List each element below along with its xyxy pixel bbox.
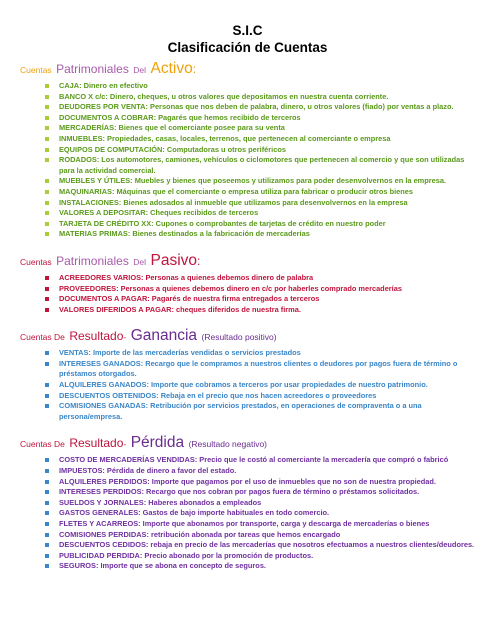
list-item-text: INSTALACIONES: Bienes adosados al inmueble que utilizamos para desenvolvernos en la empresa <box>59 197 408 207</box>
heading-word: Patrimoniales <box>56 253 129 268</box>
list-item <box>45 187 475 198</box>
heading-word: : <box>197 253 201 268</box>
square-bullet-icon <box>45 564 49 568</box>
list-ganancia <box>33 348 475 422</box>
list-item <box>45 176 475 187</box>
list-pasivo <box>33 273 475 315</box>
square-bullet-icon <box>45 211 49 215</box>
square-bullet-icon <box>45 480 49 484</box>
list-item <box>45 229 475 240</box>
square-bullet-icon <box>45 383 49 387</box>
list-item-text: FLETES Y ACARREOS: Importe que abonamos por transporte, carga y descarga de mercaderías o bienes <box>59 519 430 528</box>
list-perdida <box>33 455 475 572</box>
heading-perdida <box>20 434 475 453</box>
square-bullet-icon <box>45 232 49 236</box>
list-activo <box>33 81 475 240</box>
square-bullet-icon <box>45 137 49 141</box>
heading-word: Cuentas De <box>20 332 65 343</box>
list-item-text: PUBLICIDAD PERDIDA: Precio abonado por la promoción de productos. <box>59 550 314 560</box>
list-item <box>45 508 475 519</box>
list-item <box>45 134 475 145</box>
heading-activo <box>20 60 475 79</box>
list-item <box>45 113 475 124</box>
list-item <box>45 530 475 541</box>
list-item-text: IMPUESTOS: Pérdida de dinero a favor del estado. <box>59 466 237 476</box>
list-item-text: EQUIPOS DE COMPUTACIÓN: Computadoras u otros periféricos <box>59 144 286 154</box>
list-item-text: BANCO X c/c: Dinero, cheques, u otros valores que depositamos en nuestra cuenta corriente. <box>59 91 389 101</box>
square-bullet-icon <box>45 533 49 537</box>
list-item <box>45 102 475 113</box>
document-subtitle: Clasificación de Cuentas <box>167 40 328 55</box>
square-bullet-icon <box>45 543 49 547</box>
square-bullet-icon <box>45 287 49 291</box>
square-bullet-icon <box>45 105 49 109</box>
square-bullet-icon <box>45 222 49 226</box>
list-item <box>45 391 475 402</box>
list-item <box>45 466 475 477</box>
list-item <box>45 561 475 572</box>
square-bullet-icon <box>45 297 49 301</box>
list-item <box>45 401 475 422</box>
heading-word: : <box>192 62 197 76</box>
list-item <box>45 519 475 530</box>
list-item <box>45 540 475 551</box>
list-item <box>45 219 475 230</box>
list-item-text: MUEBLES Y ÚTILES: Muebles y bienes que poseemos y utilizamos para poder desenvolvernos en la empresa. <box>59 176 447 186</box>
list-item <box>45 359 475 380</box>
heading-word: - <box>123 439 127 450</box>
list-item-text: COMISIONES GANADAS: Retribución por servicios prestados, en operaciones de compraventa o a una persona/empresa. <box>59 401 422 421</box>
square-bullet-icon <box>45 148 49 152</box>
heading-word: Activo <box>150 60 193 77</box>
list-item <box>45 498 475 509</box>
list-item-text: DOCUMENTOS A PAGAR: Pagarés de nuestra firma entregados a terceros <box>59 294 320 304</box>
square-bullet-icon <box>45 469 49 473</box>
list-item-text: DEUDORES POR VENTA: Personas que nos deben de palabra, dinero, u otros valores (fiado) por ventas a plazo. <box>59 102 454 112</box>
list-item-text: ALQUILERES PERDIDOS: Importe que pagamos por el uso de inmuebles que no son de nuestra propiedad. <box>59 476 436 486</box>
square-bullet-icon <box>45 404 49 408</box>
list-item <box>45 123 475 134</box>
list-item-text: COSTO DE MERCADERÍAS VENDIDAS: Precio que le costó al comerciante la mercadería que compró o fabricó <box>59 455 449 465</box>
square-bullet-icon <box>45 511 49 515</box>
square-bullet-icon <box>45 351 49 355</box>
list-item <box>45 155 475 176</box>
list-item <box>45 145 475 156</box>
square-bullet-icon <box>45 95 49 99</box>
list-item-text: VALORES A DEPOSITAR: Cheques recibidos de terceros <box>59 208 259 218</box>
list-item <box>45 455 475 466</box>
list-item-text: SUELDOS Y JORNALES: Haberes abonados a empleados <box>59 497 262 507</box>
square-bullet-icon <box>45 201 49 205</box>
heading-word: Del <box>133 256 147 267</box>
heading-pasivo <box>20 252 475 271</box>
list-item-text: INMUEBLES: Propiedades, casas, locales, terrenos, que pertenecen al comerciante o empresa <box>59 133 391 143</box>
list-item <box>45 92 475 103</box>
list-item <box>45 487 475 498</box>
square-bullet-icon <box>45 116 49 120</box>
square-bullet-icon <box>45 179 49 183</box>
list-item-text: COMISIONES PERDIDAS: retribución abonada por tareas que hemos encargado <box>59 529 341 539</box>
square-bullet-icon <box>45 362 49 366</box>
list-item-text: CAJA: Dinero en efectivo <box>59 81 148 90</box>
list-item <box>45 273 475 284</box>
list-item-text: MATERIAS PRIMAS: Bienes destinados a la fabricación de mercaderías <box>59 229 310 239</box>
list-item-text: DESCUENTOS CEDIDOS: rebaja en precio de las mercaderías que nosotros efectuamos a nuestros clientes/deudores. <box>59 540 475 550</box>
heading-word: Resultado <box>69 436 124 451</box>
heading-word: Pasivo <box>150 251 198 269</box>
list-item <box>45 81 475 92</box>
list-item-text: DESCUENTOS OBTENIDOS: Rebaja en el precio que nos hacen acreedores o proveedores <box>59 390 377 400</box>
list-item-text: ALQUILERES GANADOS: Importe que cobramos a terceros por usar propiedades de nuestro patrimonio. <box>59 380 428 390</box>
square-bullet-icon <box>45 522 49 526</box>
heading-word: Del <box>133 65 147 75</box>
list-item-text: MERCADERÍAS: Bienes que el comerciante posee para su venta <box>59 123 285 133</box>
list-item-text: VENTAS: Importe de las mercaderías vendidas o servicios prestados <box>59 348 301 358</box>
square-bullet-icon <box>45 84 49 88</box>
list-item-text: PROVEEDORES: Personas a quienes debemos dinero en c/c por haberles comprado mercaderías <box>59 283 402 293</box>
square-bullet-icon <box>45 190 49 194</box>
heading-word: Patrimoniales <box>56 62 129 76</box>
list-item-text: INTERESES GANADOS: Recargo que le compramos a nuestros clientes o deudores por pagos fuera de término o préstamos otorgados. <box>59 358 458 379</box>
heading-word: Resultado <box>69 329 124 344</box>
list-item-text: ACREEDORES VARIOS: Personas a quienes debemos dinero de palabra <box>59 272 314 282</box>
list-item <box>45 305 475 316</box>
list-item <box>45 348 475 359</box>
square-bullet-icon <box>45 394 49 398</box>
heading-ganancia <box>20 327 475 346</box>
heading-word: Cuentas De <box>20 439 65 450</box>
list-item-text: DOCUMENTOS A COBRAR: Pagarés que hemos recibido de terceros <box>59 112 301 122</box>
square-bullet-icon <box>45 501 49 505</box>
list-item <box>45 198 475 209</box>
square-bullet-icon <box>45 490 49 494</box>
list-item <box>45 551 475 562</box>
square-bullet-icon <box>45 126 49 130</box>
square-bullet-icon <box>45 158 49 162</box>
heading-word: Cuentas <box>20 65 52 75</box>
list-item <box>45 380 475 391</box>
list-item <box>45 294 475 305</box>
heading-word: Ganancia <box>130 327 198 345</box>
heading-word: Pérdida <box>130 434 185 452</box>
document-title: S.I.C <box>232 23 263 38</box>
heading-word: Cuentas <box>20 256 52 267</box>
heading-word: (Resultado negativo) <box>188 439 268 450</box>
list-item-text: GASTOS GENERALES: Gastos de bajo importe habituales en todo comercio. <box>59 508 330 518</box>
heading-word: - <box>123 332 127 343</box>
square-bullet-icon <box>45 458 49 462</box>
list-item-text: TARJETA DE CRÉDITO XX: Cupones o comprobantes de tarjetas de crédito en nuestro poder <box>59 218 386 228</box>
list-item-text: VALORES DIFERIDOS A PAGAR: cheques diferidos de nuestra firma. <box>59 304 301 314</box>
list-item <box>45 208 475 219</box>
list-item <box>45 477 475 488</box>
list-item <box>45 284 475 295</box>
square-bullet-icon <box>45 308 49 312</box>
list-item-text: SEGUROS: Importe que se abona en concepto de seguros. <box>59 561 266 571</box>
square-bullet-icon <box>45 276 49 280</box>
heading-word: (Resultado positivo) <box>201 332 277 343</box>
square-bullet-icon <box>45 554 49 558</box>
list-item-text: INTERESES PERDIDOS: Recargo que nos cobran por pagos fuera de término o préstamos solicitados. <box>59 487 420 497</box>
list-item-text: MAQUINARIAS: Máquinas que el comerciante o empresa utiliza para fabricar o producir otros bienes <box>59 186 414 196</box>
list-item-text: RODADOS: Los automotores, camiones, vehículos o ciclomotores que pertenecen al comercio y que son utilizadas para la actividad comercial. <box>59 155 465 175</box>
